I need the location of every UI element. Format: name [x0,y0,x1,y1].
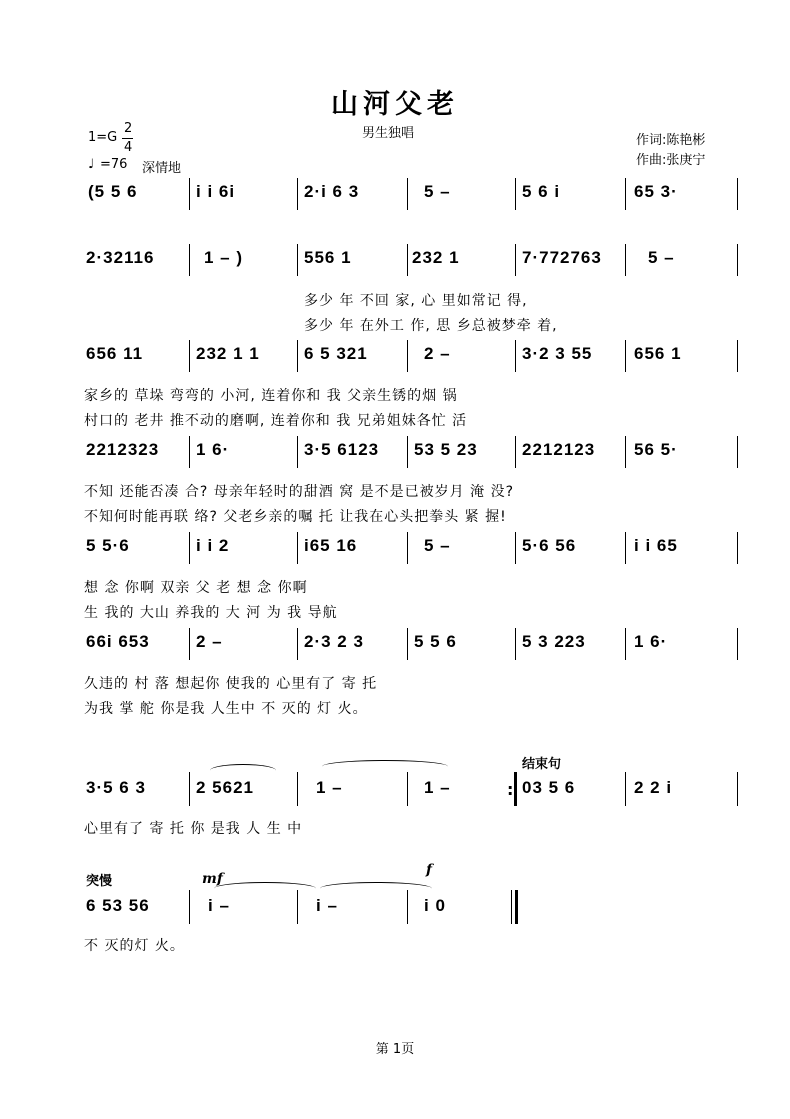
staff-system-6 [0,626,790,666]
bar-line [407,628,408,660]
bar-line [189,772,190,806]
measure: 232 1 [412,248,460,267]
measure: (5 5 6 [88,182,138,201]
measure: 3·2 3 55 [522,344,593,363]
lyric-line: 心里有了 寄 托 你 是我 人 生 中 [84,821,303,837]
bar-line [297,772,298,806]
measure: 1 – ) [204,248,244,267]
bar-line [189,244,190,276]
bar-line [737,340,738,372]
lyric-line: 多少 年 不回 家, 心 里如常记 得, [304,293,528,309]
measure: 656 11 [86,344,144,363]
measure: i 0 [424,896,446,915]
repeat-dots: : [507,780,514,799]
lyric-line: 久违的 村 落 想起你 使我的 心里有了 寄 托 [84,676,378,692]
measure: 03 5 6 [522,778,576,797]
measure: 2 2 i [634,778,673,797]
tie [320,882,432,895]
dynamic-mark: f [426,862,433,878]
bar-line [407,772,408,806]
bar-line [515,628,516,660]
measure: i i 6i [196,182,236,201]
measure: 2 – [196,632,223,651]
measure: 66i 653 [86,632,150,651]
bar-line [515,244,516,276]
bar-line [625,628,626,660]
measure: 1 6· [196,440,230,459]
bar-line [189,532,190,564]
measure: i – [208,896,230,915]
bar-line [407,890,408,924]
measure: i i 65 [634,536,678,555]
bar-line [297,436,298,468]
bar-line [737,178,738,210]
lyric-line: 多少 年 在外工 作, 思 乡总被梦牵 着, [304,318,558,334]
bar-line [737,436,738,468]
staff-system-5 [0,530,790,570]
page-number: 第 1页 [375,1042,415,1057]
bar-line [297,628,298,660]
measure: 5·6 56 [522,536,577,555]
repeat-bar-line [514,772,517,806]
lyric-line: 村口的 老井 推不动的磨啊, 连着你和 我 兄弟姐妹各忙 活 [84,413,468,429]
lyric-line: 不 灭的灯 火。 [84,938,185,954]
measure: 3·5 6 3 [86,778,146,797]
performance-type: 男生独唱 [362,126,415,141]
measure: 5 3 223 [522,632,586,651]
measure: 5 – [424,182,451,201]
bar-line [625,772,626,806]
lyric-line: 家乡的 草垛 弯弯的 小河, 连着你和 我 父亲生锈的烟 锅 [84,388,458,404]
measure: 5 5·6 [86,536,130,555]
staff-system-3 [0,338,790,378]
staff-system-2 [0,242,790,282]
bar-line [189,890,190,924]
bar-line [515,532,516,564]
measure: 1 – [316,778,343,797]
bar-line [189,178,190,210]
measure: 2·32116 [86,248,155,267]
final-bar-line-thick [515,890,518,924]
measure: 65 3· [634,182,678,201]
measure: 232 1 1 [196,344,260,363]
measure: 2 – [424,344,451,363]
bar-line [515,340,516,372]
measure: 56 5· [634,440,678,459]
bar-line [407,244,408,276]
staff-system-1 [0,176,790,216]
measure: i i 2 [196,536,230,555]
bar-line [625,178,626,210]
bar-line [737,244,738,276]
measure: 556 1 [304,248,352,267]
measure: 7·772763 [522,248,602,267]
staff-system-4 [0,434,790,474]
measure: 5 6 i [522,182,561,201]
bar-line [737,772,738,806]
measure: 5 5 6 [414,632,457,651]
bar-line [189,340,190,372]
measure: 3·5 6123 [304,440,380,459]
bar-line [407,532,408,564]
lyric-line: 生 我的 大山 养我的 大 河 为 我 导航 [84,605,338,621]
measure: 53 5 23 [414,440,478,459]
measure: 2 5621 [196,778,254,797]
measure: i65 16 [304,536,358,555]
measure: 6 5 321 [304,344,368,363]
bar-line [625,244,626,276]
measure: 1 6· [634,632,668,651]
staff-system-8 [0,888,790,928]
bar-line [297,890,298,924]
time-signature-bottom: 4 [124,140,133,155]
final-bar-line-thin [511,890,512,924]
bar-line [407,340,408,372]
bar-line [515,436,516,468]
bar-line [297,532,298,564]
bar-line [297,340,298,372]
tie [322,760,448,773]
bar-line [189,436,190,468]
tie [214,882,316,895]
bar-line [625,436,626,468]
composer: 作曲:张庚宁 [636,153,706,168]
expression-marking: 深情地 [142,161,182,176]
lyric-line: 不知何时能再联 络? 父老乡亲的嘱 托 让我在心头把拳头 紧 握! [84,509,507,525]
measure: 656 1 [634,344,682,363]
measure: 2212123 [522,440,596,459]
time-signature-line [122,138,133,139]
measure: 5 – [424,536,451,555]
slur [210,764,276,777]
staff-system-7 [0,770,790,810]
measure: 2·3 2 3 [304,632,364,651]
measure: 6 53 56 [86,896,150,915]
bar-line [407,178,408,210]
bar-line [407,436,408,468]
bar-line [297,178,298,210]
bar-line [737,628,738,660]
song-title: 山河父老 [331,89,459,120]
bar-line [297,244,298,276]
tempo-change-marker: 突慢 [86,874,113,889]
quarter-note-icon: ♩ [88,157,95,172]
lyric-line: 不知 还能否凑 合? 母亲年轻时的甜酒 窝 是不是已被岁月 淹 没? [84,484,515,500]
dynamic-mark: mf [202,871,223,887]
bar-line [737,532,738,564]
ending-marker: 结束句 [522,757,562,772]
bar-line [625,532,626,564]
measure: 1 – [424,778,451,797]
key-signature: 1=G [88,130,118,145]
bar-line [189,628,190,660]
time-signature-top: 2 [124,121,133,136]
measure: i – [316,896,338,915]
lyricist: 作词:陈艳彬 [636,133,706,148]
lyric-line: 想 念 你啊 双亲 父 老 想 念 你啊 [84,580,308,596]
measure: 5 – [648,248,675,267]
bar-line [515,178,516,210]
measure: 2·i 6 3 [304,182,360,201]
tempo-marking: =76 [100,157,128,172]
lyric-line: 为我 掌 舵 你是我 人生中 不 灭的 灯 火。 [84,701,368,717]
bar-line [625,340,626,372]
measure: 2212323 [86,440,160,459]
